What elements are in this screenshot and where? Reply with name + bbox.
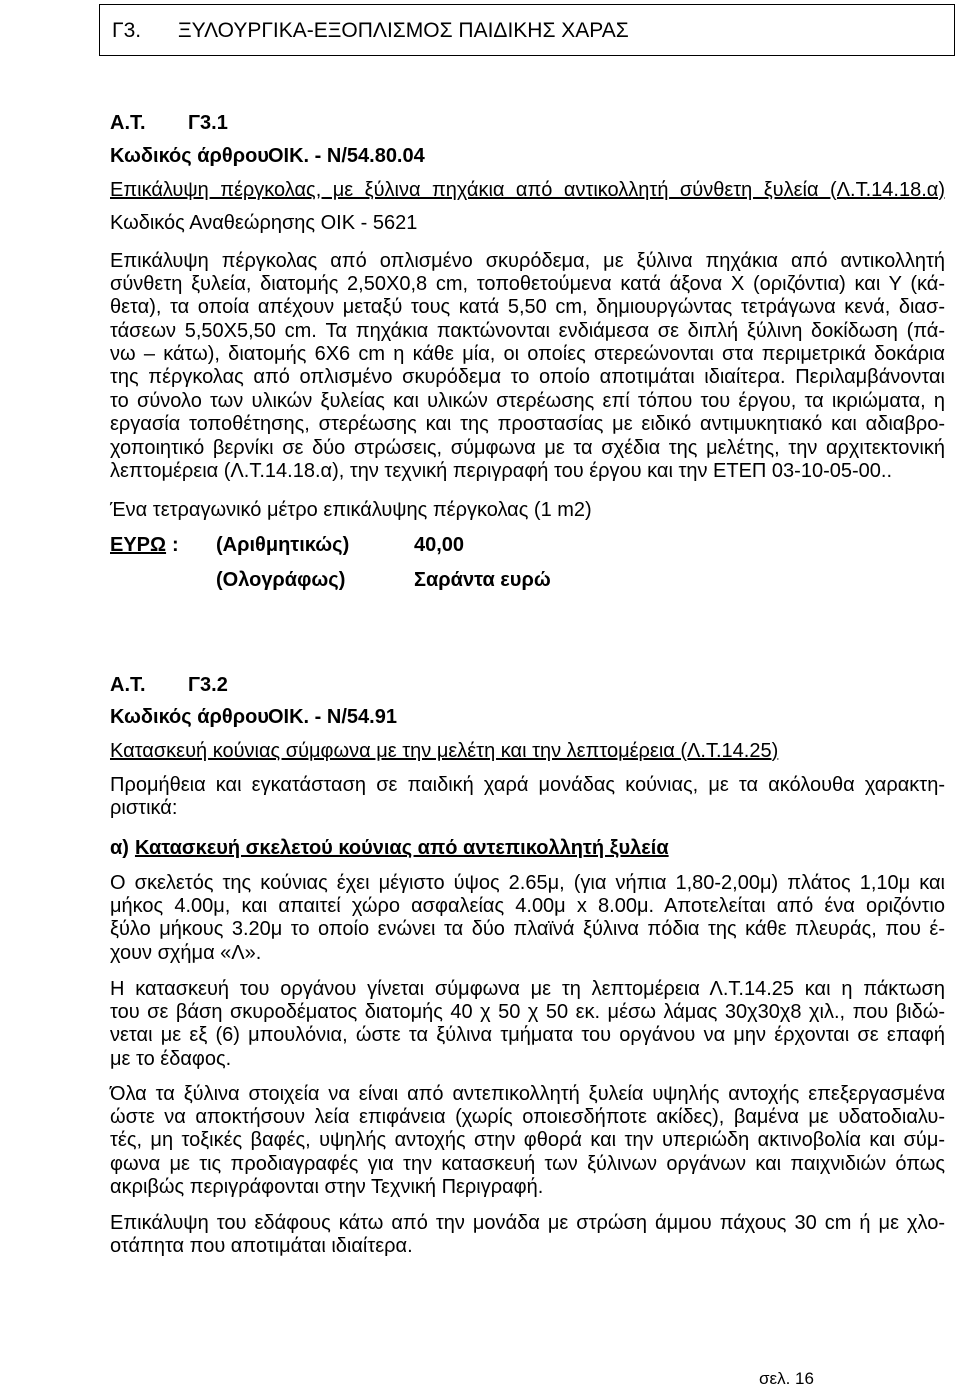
paragraph-line: σύνθετη ξυλεία, διατομής 2,50Χ0,8 cm, τοποθετούμενα κατά άξονα Χ (οριζόντια) και Υ (κά-: [110, 272, 945, 295]
paragraph-line: του σε βάση σκυροδέματος διατομής 40 χ 50 χ 50 εκ. μέσω λάμας 30χ30χ8 χιλ., που βιδώ-: [110, 1000, 945, 1023]
paragraph-line: Προμήθεια και εγκατάσταση σε παιδική χαρά μονάδας κούνιας, με τα ακόλουθα χαρακτη-: [110, 773, 945, 796]
paragraph-line: Όλα τα ξύλινα στοιχεία να είναι από αντεπικολλητή ξυλεία υψηλής αντοχής επεξεργασμένα: [110, 1082, 945, 1105]
paragraph-line: φωνα με τις προδιαγραφές για την κατασκευή των ξύλινων οργάνων και παιχνιδιών όπως: [110, 1152, 945, 1175]
article-code-value: ΟΙΚ. - Ν/54.91: [268, 705, 397, 728]
paragraph-line: εργασία τοποθέτησης, στερέωσης και της προστασίας με ειδικό αντιμυκητιακό και αδιαβρο-: [110, 413, 945, 436]
paragraph-line: ακριβώς περιγράφονται στην Τεχνική Περιγραφή.: [110, 1176, 544, 1199]
article-1-at-row: [0, 112, 960, 135]
article-at-value: Γ3.2: [188, 673, 228, 696]
paragraph-line: Ο σκελετός της κούνιας έχει μέγιστο ύψος 2.65μ, (για νήπια 1,80-2,00μ) πλάτος 1,10μ και: [110, 871, 945, 894]
subsection-heading: [110, 837, 945, 860]
swing-frame-paragraph: [110, 872, 945, 966]
paragraph-line: χοποιητικό βερνίκι σε δύο στρώσεις, σύμφωνα με τα σχέδια της μελέτης, την αρχιτεκτονική: [110, 436, 945, 459]
revision-code: Κωδικός Αναθεώρησης ΟΙΚ - 5621: [110, 211, 418, 234]
section-header-box: [99, 4, 955, 56]
article-1-code-row: [0, 145, 960, 168]
article-1-description: [110, 250, 945, 484]
article-2-title-block: [110, 740, 945, 763]
unit-of-measure: Ένα τετραγωνικό μέτρο επικάλυψης πέργκολας (1 m2): [110, 498, 592, 521]
price-words-value: Σαράντα ευρώ: [414, 568, 551, 591]
subsection-marker: α): [110, 836, 129, 859]
article-title: Επικάλυψη πέργκολας, με ξύλινα πηχάκια από αντικολλητή σύνθετη ξυλεία (Λ.Τ.14.18.α): [110, 178, 945, 201]
article-1-revision-block: [110, 212, 945, 235]
paragraph-line: ριστικά:: [110, 796, 178, 819]
article-2-at-row: [0, 674, 960, 697]
ground-cover-paragraph: [110, 1212, 945, 1259]
paragraph-line: τάσεων 5,50Χ5,50 cm. Τα πηχάκια πακτώνονται ενδιάμεσα σε διπλή ξύλινη δοκίδωση (πά-: [110, 319, 945, 342]
price-numeric-value: 40,00: [414, 533, 465, 556]
paragraph-line: το σύνολο των υλικών ξυλείας και υλικών στερέωσης επί τόπου του έργου, τα ικριώματα, η: [110, 389, 945, 412]
paragraph-line: ώστε να αποκτήσουν λεία επιφάνεια (χωρίς οποιεσδήποτε ακίδες), βαμένα με υδατοδιαλυ-: [110, 1105, 945, 1128]
article-code-value: ΟΙΚ. - Ν/54.80.04: [268, 144, 425, 167]
article-at-label: Α.Τ.: [110, 111, 146, 134]
price-words-row: [0, 569, 960, 592]
paragraph-line: με το έδαφος.: [110, 1047, 232, 1070]
paragraph-line: τές, μη τοξικές βαφές, υψηλής αντοχής στην φθορά και την υπεριώδη ακτινοβολία και σύμ-: [110, 1129, 945, 1152]
article-at-value: Γ3.1: [188, 111, 228, 134]
subsection-title: Κατασκευή σκελετού κούνιας από αντεπικολλητή ξυλεία: [134, 836, 669, 859]
paragraph-line: οτάπητα που αποτιμάται ιδιαίτερα.: [110, 1234, 413, 1257]
paragraph-line: νω – κάτω), διατομής 6Χ6 cm η κάθε μία, οι οποίες στερεώνονται στα περιμετρικά δοκάρια: [110, 343, 945, 366]
page-number: σελ. 16: [759, 1369, 814, 1388]
currency-label: ΕΥΡΩ: [110, 533, 167, 556]
article-title: Κατασκευή κούνιας σύμφωνα με την μελέτη και την λεπτομέρεια (Λ.Τ.14.25): [110, 739, 779, 762]
paragraph-line: νεται με εξ (6) μπουλόνια, ώστε τα ξύλινα τμήματα του οργάνου να μην έρχονται σε επαφή: [110, 1024, 945, 1047]
article-code-label: Κωδικός άρθρου: [110, 144, 269, 167]
paragraph-line: ξύλο μήκους 3.20μ το οποίο ενώνει τα δύο πλαϊνά ξύλινα πόδια της κάθε πλευράς, που έ-: [110, 918, 945, 941]
price-numeric-row: [0, 534, 960, 557]
paragraph-line: μήκος 4.00μ, και απαιτεί χώρο ασφαλείας 4.00μ x 8.00μ. Αποτελείται από ένα οριζόντιο: [110, 894, 945, 917]
article-code-label: Κωδικός άρθρου: [110, 705, 269, 728]
article-1-unit-block: [110, 499, 945, 522]
article-1-title-block: [110, 179, 945, 202]
section-title: ΞΥΛΟΥΡΓΙΚΑ-ΕΞΟΠΛΙΣΜΟΣ ΠΑΙΔΙΚΗΣ ΧΑΡΑΣ: [178, 18, 629, 42]
article-2-code-row: [0, 706, 960, 729]
article-2-intro: [110, 774, 945, 821]
paragraph-line: Επικάλυψη του εδάφους κάτω από την μονάδα με στρώση άμμου πάχους 30 cm ή με χλο-: [110, 1211, 945, 1234]
swing-installation-paragraph: [110, 978, 945, 1072]
price-words-label: (Ολογράφως): [216, 568, 346, 591]
article-at-label: Α.Τ.: [110, 673, 146, 696]
paragraph-line: λεπτομέρεια (Λ.Τ.14.18.α), την τεχνική περιγραφή του έργου και την ΕΤΕΠ 03-10-05-00..: [110, 460, 893, 483]
section-code: Γ3.: [112, 18, 142, 42]
paragraph-line: Η κατασκευή του οργάνου γίνεται σύμφωνα με τη λεπτομέρεια Λ.Τ.14.25 και η πάκτωση: [110, 977, 945, 1000]
paragraph-line: θετα), τα οποία απέχουν μεταξύ τους κατά 5,50 cm, δημιουργώντας τετράγωνα κενά, διασ-: [110, 296, 945, 319]
price-numeric-label: (Αριθμητικώς): [216, 533, 350, 556]
currency-separator: :: [172, 533, 179, 556]
paragraph-line: Επικάλυψη πέργκολας από οπλισμένο σκυρόδεμα, με ξύλινα πηχάκια από αντικολλητή: [110, 249, 945, 272]
paragraph-line: της πέργκολας από οπλισμένο σκυρόδεμα το οποίο αποτιμάται ιδιαίτερα. Περιλαμβάνονται: [110, 366, 945, 389]
wood-elements-paragraph: [110, 1083, 945, 1200]
paragraph-line: χουν σχήμα «Λ».: [110, 941, 262, 964]
